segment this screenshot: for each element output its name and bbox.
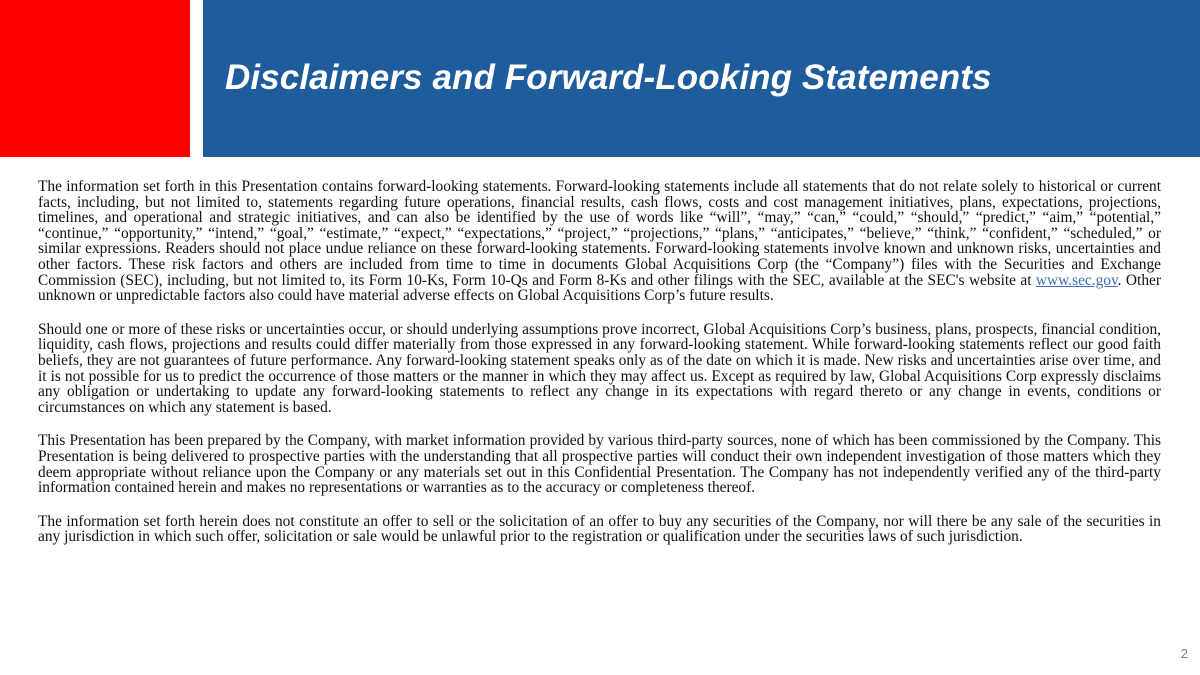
paragraph-risks: Should one or more of these risks or uncertainties occur, or should underlying assumptions prove incorrect, Global Acquisitions Corp’s business, plans, prospects, financial condition, liquidity, cash flows, projections and results could differ materially from those expressed in any forward-looking statement. While forward-looking statements reflect our good faith beliefs, they are not guarantees of future performance. Any forward-looking statement speaks only as of the date on which it is made. New risks and uncertainties arise over time, and it is not possible for us to predict the occurrence of those matters or the manner in which they may affect us. Except as required by law, Global Acquisitions Corp expressly disclaims any obligation or undertaking to update any forward-looking statements to reflect any change in its expectations with regard thereto or any change in events, conditions or circumstances on which any statement is based. xyxy=(38,320,1161,416)
sec-website-link[interactable]: www.sec.gov xyxy=(1035,271,1118,289)
accent-red-block xyxy=(0,0,190,157)
paragraph-1-text-end: . Other unknown or unpredictable factors also could have material adverse effects on Global Acquisitions Corp’s future results. xyxy=(38,271,1161,305)
paragraph-forward-looking xyxy=(38,179,1161,304)
paragraph-no-offer: The information set forth herein does not constitute an offer to sell or the solicitation of an offer to buy any securities of the Company, nor will there be any sale of the securities in any jurisdiction in which such offer, solicitation or sale would be unlawful prior to the registration or qualification under the securities laws of such jurisdiction. xyxy=(38,512,1161,546)
page-number: 2 xyxy=(1180,646,1188,661)
paragraph-1-text: The information set forth in this Presentation contains forward-looking statements. Forward-looking statements include all statements that do not relate solely to historical or current facts, including, but not limited to, statements regarding future operations, financial results, cash flows, costs and cost management initiatives, plans, expectations, projections, timelines, and operational and strategic initiatives, and can also be identified by the use of words like “will”, “may,” “can,” “could,” “should,” “predict,” “aim,” “potential,” “continue,” “opportunity,” “intend,” “goal,” “estimate,” “expect,” “expectations,” “project,” “projections,” “plans,” “anticipates,” “believe,” “think,” “confident,” “scheduled,” or similar expressions. Readers should not place undue reliance on these forward-looking statements. Forward-looking statements involve known and unknown risks, uncertainties and other factors. These risk factors and others are included from time to time in documents Global Acquisitions Corp (the “Company”) files with the Securities and Exchange Commission (SEC), including, but not limited to, its Form 10-Ks, Form 10-Qs and Form 8-Ks and other filings with the SEC, available at the SEC's website at xyxy=(38,178,1161,289)
slide-title: Disclaimers and Forward-Looking Statements xyxy=(225,58,992,97)
paragraph-third-party: This Presentation has been prepared by the Company, with market information provided by various third-party sources, none of which has been commissioned by the Company. This Presentation is being delivered to prospective parties with the understanding that all prospective parties will conduct their own independent investigation of those matters which they deem appropriate without reliance upon the Company or any materials set out in this Confidential Presentation. The Company has not independently verified any of the third-party information contained herein and makes no representations or warranties as to the accuracy or completeness thereof. xyxy=(38,432,1161,497)
disclaimer-body xyxy=(38,179,1161,545)
